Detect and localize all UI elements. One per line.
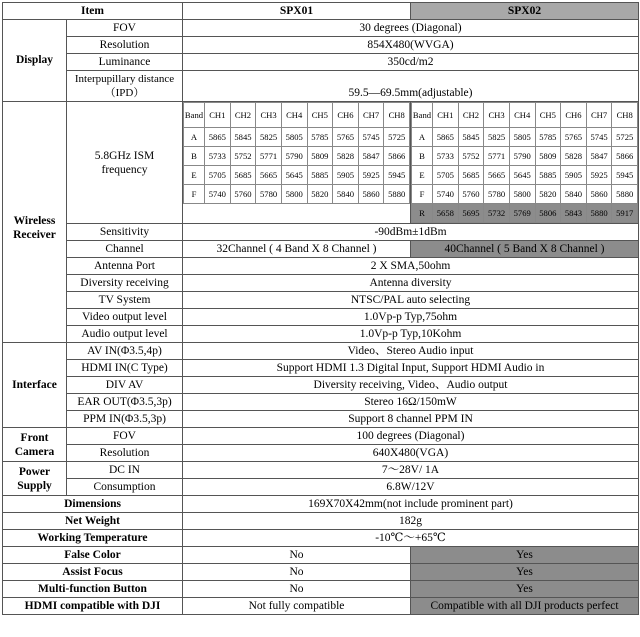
row-name: Net Weight: [3, 513, 183, 530]
spx01-band-table: [183, 102, 410, 222]
row-name: Consumption: [67, 479, 183, 496]
feature-row-hdmi-dji: [3, 598, 639, 615]
band-header-cell: CH2: [458, 103, 484, 128]
band-frequency: 5880: [612, 185, 638, 204]
band-header-cell: CH4: [509, 103, 535, 128]
row-name: False Color: [3, 547, 183, 564]
row-value: -10℃～+65℃: [183, 530, 639, 547]
band-frequency: 5705: [205, 166, 231, 185]
band-frequency: 5860: [586, 185, 612, 204]
band-frequency: 5809: [535, 147, 561, 166]
feature-spx01: No: [183, 547, 411, 564]
band-header-cell: Band: [184, 103, 205, 128]
band-frequency: 5925: [586, 166, 612, 185]
row-value: 1.0Vp-p Typ,75ohm: [183, 309, 639, 326]
power-section-label: Power Supply: [3, 462, 67, 496]
band-frequency: 5725: [612, 128, 638, 147]
ipd-name: Interpupillary distance: [74, 73, 175, 85]
wireless-row-audio-output: [3, 326, 639, 343]
band-frequency: 5825: [256, 128, 282, 147]
row-name: Working Temperature: [3, 530, 183, 547]
band-frequency: 5917: [612, 204, 638, 223]
band-header-cell: CH7: [358, 103, 384, 128]
band-row: [184, 185, 410, 204]
band-header-cell: CH1: [205, 103, 231, 128]
band-frequency: 5866: [384, 147, 410, 166]
feature-row-false-color: [3, 547, 639, 564]
band-frequency: 5809: [307, 147, 333, 166]
band-frequency: 5733: [433, 147, 459, 166]
row-name: Antenna Port: [67, 258, 183, 275]
wireless-row-sensitivity: [3, 224, 639, 241]
row-value: Antenna diversity: [183, 275, 639, 292]
band-frequency: 5665: [256, 166, 282, 185]
band-frequency: 5847: [586, 147, 612, 166]
band-frequency: 5865: [205, 128, 231, 147]
band-frequency: 5880: [586, 204, 612, 223]
band-frequency: 5645: [509, 166, 535, 185]
wireless-section-label: Wireless Receiver: [3, 102, 67, 343]
band-frequency: 5725: [384, 128, 410, 147]
band-header-cell: CH5: [535, 103, 561, 128]
band-frequency: 5840: [333, 185, 359, 204]
band-frequency: 5945: [612, 166, 638, 185]
row-name: Video output level: [67, 309, 183, 326]
band-frequency: 5705: [433, 166, 459, 185]
band-header-cell: CH6: [333, 103, 359, 128]
interface-row-hdmi-in: [3, 360, 639, 377]
ipd-abbrev: （IPD）: [104, 87, 145, 99]
band-frequency: 5665: [484, 166, 510, 185]
header-row: [3, 3, 639, 20]
band-frequency: 5820: [535, 185, 561, 204]
band-frequency: 5785: [307, 128, 333, 147]
row-value: 640X480(VGA): [183, 445, 639, 462]
wireless-row-antenna: [3, 258, 639, 275]
interface-section-label: Interface: [3, 343, 67, 428]
band-frequency: 5805: [509, 128, 535, 147]
band-frequency: 5905: [561, 166, 587, 185]
band-frequency: 5828: [561, 147, 587, 166]
band-header-row: [412, 103, 638, 128]
band-frequency: 5740: [433, 185, 459, 204]
band-row: [412, 128, 638, 147]
row-value: 59.5—69.5mm(adjustable): [183, 71, 639, 102]
row-name: Dimensions: [3, 496, 183, 513]
display-row-fov: [3, 20, 639, 37]
row-name: Sensitivity: [67, 224, 183, 241]
band-frequency: 5760: [230, 185, 256, 204]
row-name: Assist Focus: [3, 564, 183, 581]
row-value: Support HDMI 1.3 Digital Input, Support HDMI Audio in: [183, 360, 639, 377]
band-frequency: 5733: [205, 147, 231, 166]
row-name: Luminance: [67, 54, 183, 71]
band-frequency: 5769: [509, 204, 535, 223]
band-frequency: 5905: [333, 166, 359, 185]
band-frequency: 5695: [458, 204, 484, 223]
band-header-cell: Band: [412, 103, 433, 128]
band-row: [412, 185, 638, 204]
band-frequency: 5790: [281, 147, 307, 166]
band-header-cell: CH5: [307, 103, 333, 128]
row-value: 182g: [183, 513, 639, 530]
band-frequency: 5885: [307, 166, 333, 185]
band-header-cell: CH2: [230, 103, 256, 128]
row-value: 350cd/m2: [183, 54, 639, 71]
row-value: -90dBm±1dBm: [183, 224, 639, 241]
row-name: Multi-function Button: [3, 581, 183, 598]
general-row-temperature: [3, 530, 639, 547]
band-empty-cell: [184, 204, 410, 223]
band-frequency: 5840: [561, 185, 587, 204]
row-value: 1.0Vp-p Typ,10Kohm: [183, 326, 639, 343]
row-name: TV System: [67, 292, 183, 309]
band-letter: B: [184, 147, 205, 166]
row-name: Resolution: [67, 445, 183, 462]
band-frequency: 5828: [333, 147, 359, 166]
feature-spx02: Yes: [411, 547, 639, 564]
spx02-band-table-cell: [411, 102, 639, 224]
power-row-dc-in: [3, 462, 639, 479]
band-letter: R: [412, 204, 433, 223]
band-frequency: 5825: [484, 128, 510, 147]
feature-spx01: No: [183, 581, 411, 598]
feature-spx02: Compatible with all DJI products perfect: [411, 598, 639, 615]
band-header-cell: CH3: [484, 103, 510, 128]
header-spx01: SPX01: [183, 3, 411, 20]
band-letter: F: [412, 185, 433, 204]
band-frequency: 5866: [612, 147, 638, 166]
feature-spx01: Not fully compatible: [183, 598, 411, 615]
row-value: 169X70X42mm(not include prominent part): [183, 496, 639, 513]
spx01-band-table-cell: [183, 102, 411, 224]
wireless-row-video-output: [3, 309, 639, 326]
row-name: AV IN(Φ3.5,4p): [67, 343, 183, 360]
band-header-cell: CH8: [384, 103, 410, 128]
row-value: 30 degrees (Diagonal): [183, 20, 639, 37]
wireless-row-diversity: [3, 275, 639, 292]
band-header-cell: CH7: [586, 103, 612, 128]
row-name: FOV: [67, 20, 183, 37]
interface-row-ppm-in: [3, 411, 639, 428]
spx02-band-table: [411, 102, 638, 223]
feature-spx01: No: [183, 564, 411, 581]
wireless-row-tv-system: [3, 292, 639, 309]
row-value: Support 8 channel PPM IN: [183, 411, 639, 428]
power-row-consumption: [3, 479, 639, 496]
channel-spx01: 32Channel ( 4 Band X 8 Channel ): [183, 241, 411, 258]
band-frequency: 5806: [535, 204, 561, 223]
band-frequency: 5845: [458, 128, 484, 147]
band-row: [184, 166, 410, 185]
band-frequency: 5865: [433, 128, 459, 147]
band-frequency: 5785: [535, 128, 561, 147]
row-name: Channel: [67, 241, 183, 258]
band-letter: E: [412, 166, 433, 185]
band-frequency: 5800: [509, 185, 535, 204]
display-section-label: Display: [3, 20, 67, 102]
interface-row-av-in: [3, 343, 639, 360]
header-spx02: SPX02: [411, 3, 639, 20]
band-frequency: 5780: [256, 185, 282, 204]
band-frequency: 5800: [281, 185, 307, 204]
general-row-dimensions: [3, 496, 639, 513]
band-letter: F: [184, 185, 205, 204]
band-frequency: 5880: [384, 185, 410, 204]
row-name: HDMI IN(C Type): [67, 360, 183, 377]
band-frequency: 5685: [230, 166, 256, 185]
display-row-resolution: [3, 37, 639, 54]
row-value: Stereo 16Ω/150mW: [183, 394, 639, 411]
camera-row-resolution: [3, 445, 639, 462]
band-frequency: 5843: [561, 204, 587, 223]
band-frequency: 5760: [458, 185, 484, 204]
band-empty-row: [184, 204, 410, 223]
feature-spx02: Yes: [411, 581, 639, 598]
band-frequency: 5752: [458, 147, 484, 166]
band-row: [184, 128, 410, 147]
band-frequency: 5860: [358, 185, 384, 204]
band-frequency: 5790: [509, 147, 535, 166]
band-frequency: 5745: [358, 128, 384, 147]
band-frequency: 5658: [433, 204, 459, 223]
feature-row-multi-button: [3, 581, 639, 598]
band-frequency: 5847: [358, 147, 384, 166]
band-frequency: 5765: [333, 128, 359, 147]
row-value: NTSC/PAL auto selecting: [183, 292, 639, 309]
row-name: PPM IN(Φ3.5,3p): [67, 411, 183, 428]
band-frequency: 5645: [281, 166, 307, 185]
row-name: DC IN: [67, 462, 183, 479]
row-value: Video、Stereo Audio input: [183, 343, 639, 360]
band-header-row: [184, 103, 410, 128]
band-header-cell: CH8: [612, 103, 638, 128]
band-frequency: 5732: [484, 204, 510, 223]
feature-spx02: Yes: [411, 564, 639, 581]
row-name: DIV AV: [67, 377, 183, 394]
band-row: [184, 147, 410, 166]
band-frequency: 5740: [205, 185, 231, 204]
row-value: 854X480(WVGA): [183, 37, 639, 54]
spec-table: [2, 2, 639, 615]
band-frequency: 5780: [484, 185, 510, 204]
row-name: EAR OUT(Φ3.5,3p): [67, 394, 183, 411]
row-name: HDMI compatible with DJI: [3, 598, 183, 615]
row-name: FOV: [67, 428, 183, 445]
camera-row-fov: [3, 428, 639, 445]
row-value: 6.8W/12V: [183, 479, 639, 496]
row-name: Resolution: [67, 37, 183, 54]
band-header-cell: CH3: [256, 103, 282, 128]
wireless-row-channel: [3, 241, 639, 258]
row-name: Audio output level: [67, 326, 183, 343]
interface-row-ear-out: [3, 394, 639, 411]
band-header-cell: CH4: [281, 103, 307, 128]
row-value: 2 X SMA,50ohm: [183, 258, 639, 275]
band-row: [412, 166, 638, 185]
row-name: Diversity receiving: [67, 275, 183, 292]
band-letter: B: [412, 147, 433, 166]
band-header-cell: CH1: [433, 103, 459, 128]
camera-section-label: Front Camera: [3, 428, 67, 462]
row-name: [67, 71, 183, 102]
band-frequency: 5771: [484, 147, 510, 166]
band-frequency: 5945: [384, 166, 410, 185]
wireless-row-frequency: [3, 102, 639, 224]
row-value: 7～28V/ 1A: [183, 462, 639, 479]
band-frequency: 5685: [458, 166, 484, 185]
display-row-ipd: [3, 71, 639, 102]
channel-spx02: 40Channel ( 5 Band X 8 Channel ): [411, 241, 639, 258]
band-frequency: 5752: [230, 147, 256, 166]
feature-row-assist-focus: [3, 564, 639, 581]
band-frequency: 5820: [307, 185, 333, 204]
band-frequency: 5745: [586, 128, 612, 147]
band-row: [412, 204, 638, 223]
band-frequency: 5765: [561, 128, 587, 147]
band-frequency: 5885: [535, 166, 561, 185]
interface-row-div-av: [3, 377, 639, 394]
freq-label: 5.8GHz ISM frequency: [67, 102, 183, 224]
band-header-cell: CH6: [561, 103, 587, 128]
band-frequency: 5771: [256, 147, 282, 166]
band-frequency: 5805: [281, 128, 307, 147]
band-letter: A: [412, 128, 433, 147]
display-row-luminance: [3, 54, 639, 71]
band-letter: E: [184, 166, 205, 185]
band-row: [412, 147, 638, 166]
band-frequency: 5925: [358, 166, 384, 185]
row-value: Diversity receiving, Video、Audio output: [183, 377, 639, 394]
header-item: Item: [3, 3, 183, 20]
band-letter: A: [184, 128, 205, 147]
band-frequency: 5845: [230, 128, 256, 147]
general-row-weight: [3, 513, 639, 530]
row-value: 100 degrees (Diagonal): [183, 428, 639, 445]
